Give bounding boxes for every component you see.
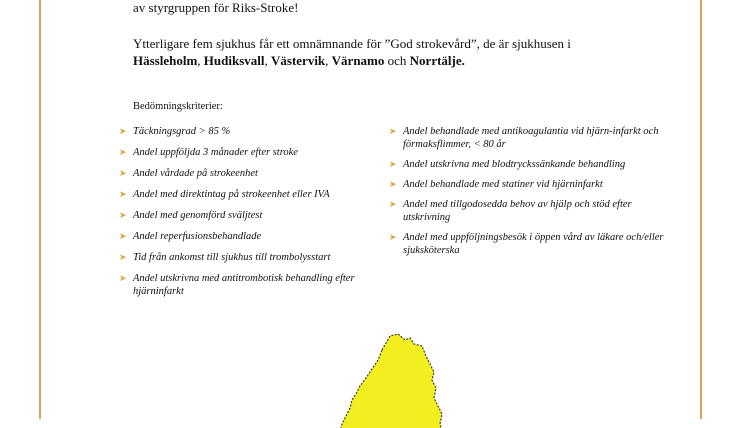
criteria-list-right xyxy=(389,125,673,264)
arrow-bullet-icon: ➤ xyxy=(389,232,397,242)
hospital-name: Hässleholm xyxy=(133,53,198,68)
criteria-item: ➤ Andel behandlade med antikoagulantia vid hjärn-infarkt och förmaksflimmer, < 80 år xyxy=(389,126,659,150)
page-border-right xyxy=(700,0,702,419)
sweden-region-map xyxy=(330,328,450,428)
arrow-bullet-icon: ➤ xyxy=(119,189,127,199)
arrow-bullet-icon: ➤ xyxy=(119,147,127,157)
arrow-bullet-icon: ➤ xyxy=(119,273,127,283)
arrow-bullet-icon: ➤ xyxy=(119,126,127,136)
criteria-item: ➤ Tid från ankomst till sjukhus till trombolysstart xyxy=(119,252,331,263)
criteria-item: ➤ Andel utskrivna med antitrombotisk behandling efter hjärninfarkt xyxy=(119,273,355,297)
intro-line: av styrgruppen för Riks-Stroke! xyxy=(133,0,299,15)
arrow-bullet-icon: ➤ xyxy=(119,210,127,220)
criteria-item: ➤ Täckningsgrad > 85 % xyxy=(119,126,231,137)
hospital-name: Västervik xyxy=(271,53,326,68)
arrow-bullet-icon: ➤ xyxy=(119,168,127,178)
intro-paragraph-text: Ytterligare fem sjukhus får ett omnämnande för ”God strokevård”, de är sjukhusen i xyxy=(133,36,571,51)
criteria-item: ➤ Andel med uppföljningsbesök i öppen vård av läkare och/eller sjuksköterska xyxy=(389,232,664,256)
map-region-shape xyxy=(340,334,442,428)
criteria-title: Bedömningskriterier: xyxy=(133,101,223,112)
criteria-item: ➤ Andel med direktintag på strokeenhet eller IVA xyxy=(119,189,330,200)
criteria-list-left xyxy=(119,125,383,306)
arrow-bullet-icon: ➤ xyxy=(389,159,397,169)
criteria-item: ➤ Andel utskrivna med blodtryckssänkande behandling xyxy=(389,159,626,170)
arrow-bullet-icon: ➤ xyxy=(389,199,397,209)
arrow-bullet-icon: ➤ xyxy=(119,231,127,241)
criteria-item: ➤ Andel med tillgodosedda behov av hjälp och stöd efter utskrivning xyxy=(389,199,632,223)
criteria-item: ➤ Andel vårdade på strokeenhet xyxy=(119,168,258,179)
intro-paragraph: Ytterligare fem sjukhus får ett omnämnande för ”God strokevård”, de är sjukhusen i Hässleholm, Hudiksvall, Västervik, Värnamo och Norrtälje. xyxy=(133,36,571,68)
arrow-bullet-icon: ➤ xyxy=(389,126,397,136)
criteria-item: ➤ Andel behandlade med statiner vid hjärninfarkt xyxy=(389,179,603,190)
arrow-bullet-icon: ➤ xyxy=(119,252,127,262)
hospital-name: Norrtälje xyxy=(409,53,462,68)
page-border-left xyxy=(39,0,41,419)
criteria-item: ➤ Andel med genomförd sväljtest xyxy=(119,210,263,221)
criteria-item: ➤ Andel uppföljda 3 månader efter stroke xyxy=(119,147,298,158)
hospital-name: Hudiksvall xyxy=(203,53,265,68)
criteria-item: ➤ Andel reperfusionsbehandlade xyxy=(119,231,262,242)
arrow-bullet-icon: ➤ xyxy=(389,179,397,189)
hospital-name: Värnamo xyxy=(331,53,385,68)
